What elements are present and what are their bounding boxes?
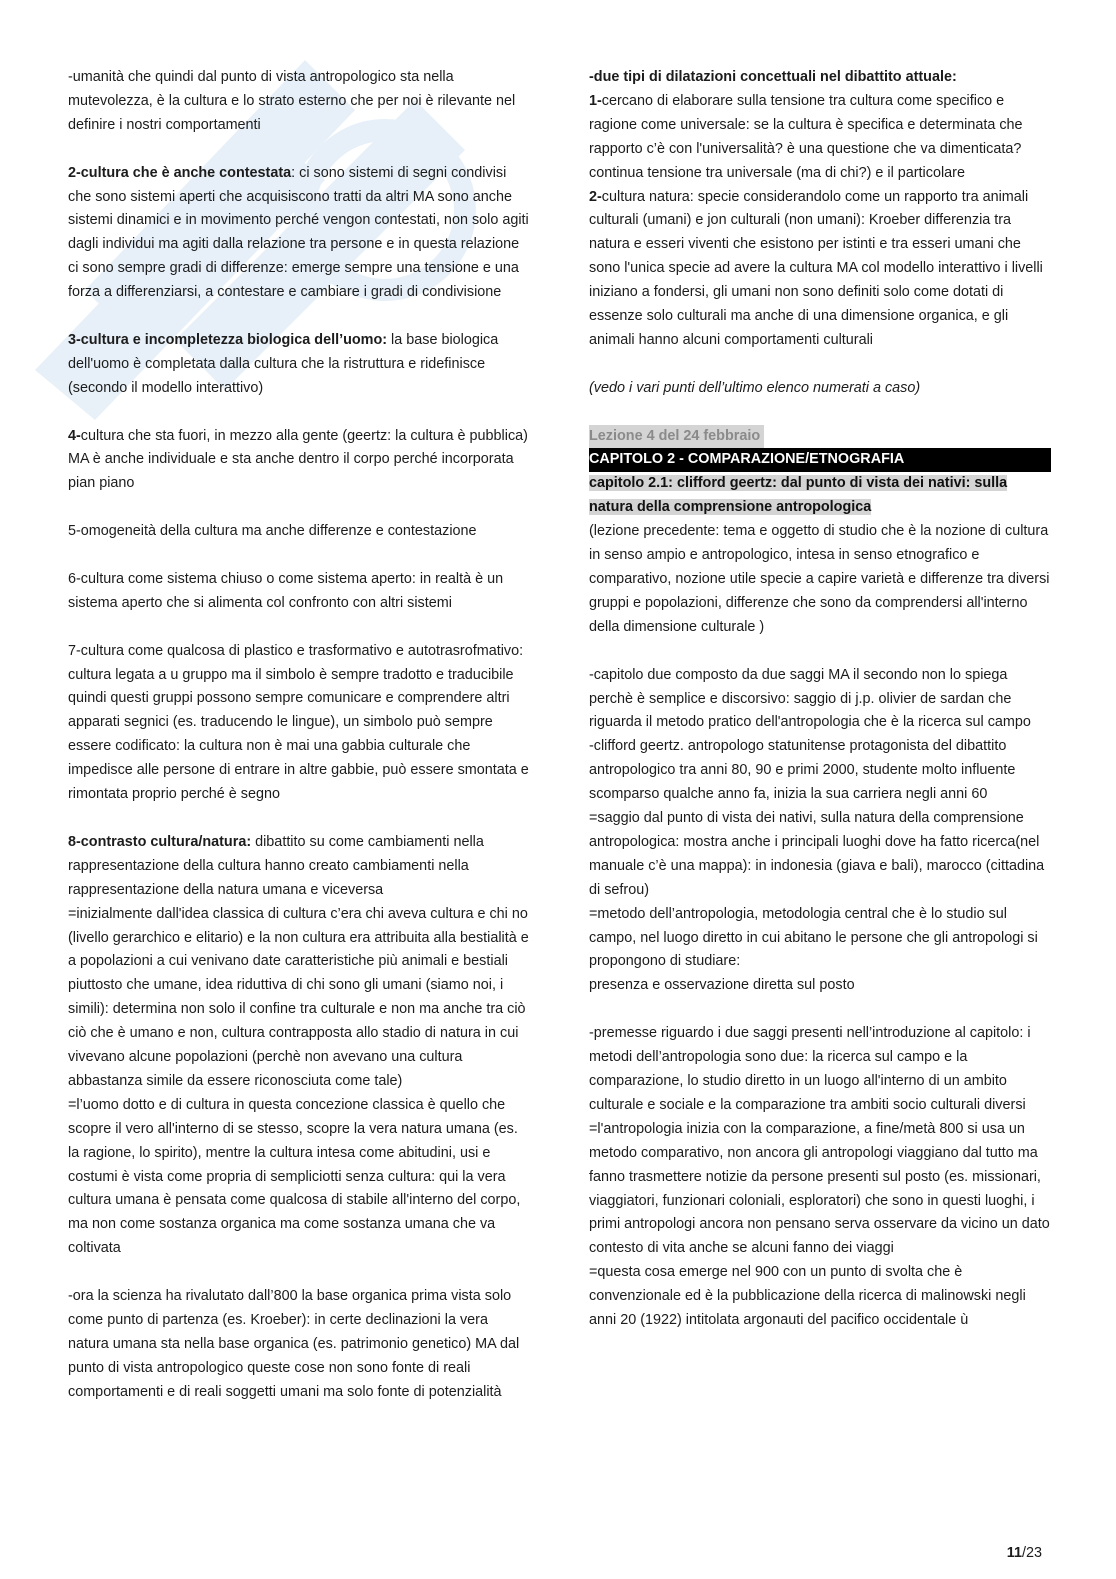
paragraph: =inizialmente dall'idea classica di cultura c’era chi aveva cultura e chi no (livello gerarchico e elitario) e la non cultura era attribuita alla bestialità e a popolazioni a cui venivano date caratteristiche più animali e bestiali piuttosto che umane, idea riduttiva di chi sono gli umani (siamo noi, i simili): determina non solo il confine tra culturale e non ma anche tra ciò ciò che è umano e non, cultura contrapposta allo stadio di natura in cui vivevano alcune popolazioni (perchè non avevano una cultura abbastanza simile da essere riconosciuta come tale) — [68, 905, 529, 1089]
paragraph: 6-cultura come sistema chiuso o come sistema aperto: in realtà è un sistema aperto che si alimenta col confronto con altri sistemi — [68, 570, 504, 611]
paragraph: (lezione precedente: tema e oggetto di studio che è la nozione di cultura in senso ampio e antropologico, intesa in senso etnografico e comparativo, nozione utile specie a capire varietà e differenze tra diversi gruppi e popolazioni, differenze che sono da comprendersi all'interno della dimensione culturale ) — [589, 523, 1050, 635]
page-number: 11/23 — [1006, 1545, 1042, 1561]
paragraph-heading: 2-cultura che è anche contestata — [68, 164, 292, 181]
paragraph: 2-cultura natura: specie considerandolo come un rapporto tra animali culturali (umani) e jon culturali (non umani): Kroeber differenzia tra natura e esseri viventi che esistono per istinti e tra esseri umani che sono l'unica specie ad avere la cultura MA col modello interattivo i livelli iniziano a fondersi, gli umani non sono definiti solo come dotati di essenze solo culturali ma anche di una dimensione organica, e gli animali hanno alcuni comportamenti culturali — [589, 188, 1043, 348]
paragraph: 2-cultura che è anche contestata: ci sono sistemi di segni condivisi che sono sistemi aperti che acquisiscono tratti da altri MA sono anche sistemi dinamici e in movimento perché vengon contestati, non solo agiti dagli individui ma agiti dalla relazione tra persone e in questa relazione ci sono sempre gradi di differenze: emerge sempre una tensione e una forza a differenziarsi, a contestare e cambiare i gradi di condivisione — [68, 164, 529, 301]
paragraph: 1-cercano di elaborare sulla tensione tra cultura come specifico e ragione come universale: se la cultura è specifica e determinata che rapporto c’è con l'universalità? è una questione che va dimenticata? continua tensione tra universale (ma di chi?) e il particolare — [589, 92, 1023, 181]
lesson-label: Lezione 4 del 24 febbraio — [589, 425, 1051, 449]
paragraph: -capitolo due composto da due saggi MA il secondo non lo spiega perchè è semplice e discorsivo: saggio di j.p. olivier de sardan che riguarda il metodo pratico dell'antropologia che è la ricerca sul campo — [589, 666, 1031, 731]
paragraph-heading: 8-contrasto cultura/natura: — [68, 833, 252, 850]
paragraph-italic: (vedo i vari punti dell’ultimo elenco numerati a caso) — [589, 379, 921, 396]
paragraph: 8-contrasto cultura/natura: dibattito su come cambiamenti nella rappresentazione della cultura hanno creato cambiamenti nella rappresentazione della natura umana e viceversa — [68, 833, 484, 898]
left-column — [68, 66, 530, 1429]
paragraph: 3-cultura e incompletezza biologica dell’uomo: la base biologica dell'uomo è completata dalla cultura che la ristruttura e ridefinisce (secondo il modello interattivo) — [68, 331, 499, 396]
right-column — [589, 66, 1051, 1357]
paragraph-heading: -due tipi di dilatazioni concettuali nel dibattito attuale: — [589, 69, 957, 85]
paragraph: =metodo dell’antropologia, metodologia central che è lo studio sul campo, nel luogo diretto in cui abitano le persone che gli antropologi si propongono di studiare: — [589, 905, 1038, 970]
paragraph: =questa cosa emerge nel 900 con un punto di svolta che è convenzionale ed è la pubblicazione della ricerca di malinowski negli anni 20 (1922) intitolata argonauti del pacifico occidentale ù — [589, 1264, 1026, 1329]
paragraph: -umanità che quindi dal punto di vista antropologico sta nella mutevolezza, è la cultura e lo strato esterno che per noi è rilevante nel definire i nostri comportamenti — [68, 69, 516, 133]
paragraph: -ora la scienza ha rivalutato dall’800 la base organica prima vista solo come punto di partenza (es. Kroeber): in certe declinazioni la vera natura umana sta nella base organica (es. patrimonio genetico) MA dal punto di vista antropologico queste cose non sono fonte di reali comportamenti e di reali soggetti umani ma solo fonte di potenzialità — [68, 1288, 520, 1400]
paragraph: -premesse riguardo i due saggi presenti nell’introduzione al capitolo: i metodi dell’antropologia sono due: la ricerca sul campo e la comparazione, lo studio diretto in un luogo all'interno di un ambito culturale e sociale e la comparazione tra ambiti socio culturali diversi — [589, 1025, 1031, 1113]
paragraph: 7-cultura come qualcosa di plastico e trasformativo e autotrasrofmativo: cultura legata a u gruppo ma il simbolo è sempre tradotto e traducibile quindi questi gruppi possono sempre comunicare e comprendere altri apparati segnici (es. traducendo le lingue), un simbolo può sempre essere codificato: la cultura non è mai una gabbia culturale che impedisce alle persone di entrare in altre gabbie, può essere smontata e rimontata proprio perché è segno — [68, 642, 529, 803]
paragraph: =l’uomo dotto e di cultura in questa concezione classica è quello che scopre il vero all'interno di se stesso, scopre la vera natura umana (es. la ragione, lo spirito), mentre la cultura intesa come abitudini, usi e costumi è vista come propria di sempliciotti senza cultura: qui la vera cultura umana è pensata come qualcosa di stabile all'interno del corpo, ma non come sostanza organica ma come sostanza umana che va coltivata — [68, 1096, 521, 1257]
paragraph-heading: 3-cultura e incompletezza biologica dell’uomo: — [68, 331, 388, 348]
paragraph: presenza e osservazione diretta sul posto — [589, 977, 855, 994]
paragraph-heading: 4- — [68, 427, 81, 444]
paragraph: -clifford geertz. antropologo statunitense protagonista del dibattito antropologico tra anni 80, 90 e primi 2000, studente molto influente scomparso qualche anno fa, inizia la sua carriera negli anni 60 — [589, 738, 1016, 803]
subchapter-heading: capitolo 2.1: clifford geertz: dal punto di vista dei nativi: sulla natura della comprensione antropologica — [589, 475, 1008, 516]
paragraph: 5-omogeneità della cultura ma anche differenze e contestazione — [68, 523, 477, 540]
paragraph: 4-cultura che sta fuori, in mezzo alla gente (geertz: la cultura è pubblica) MA è anche individuale e sta anche dentro il corpo perché incorporata pian piano — [68, 427, 528, 492]
paragraph: =l'antropologia inizia con la comparazione, a fine/metà 800 si usa un metodo comparativo, non ancora gli antropologi viaggiano dal tutto ma fanno trasmettere notizie da persone presenti sul posto (es. missionari, viaggiatori, funzionari coloniali, esploratori) che sono in questi luoghi, i primi antropologi ancora non pensano serva osservare da vicino un dato contesto di vita anche se alcuni fanno dei viaggi — [589, 1120, 1050, 1257]
paragraph: =saggio dal punto di vista dei nativi, sulla natura della comprensione antropologica: mostra anche i principali luoghi dove ha fatto ricerca(nel manuale c’è una mappa): in indonesia (giava e bali), marocco (cittadina di sefrou) — [589, 810, 1045, 898]
chapter-heading: CAPITOLO 2 - COMPARAZIONE/ETNOGRAFIA — [589, 448, 1051, 472]
